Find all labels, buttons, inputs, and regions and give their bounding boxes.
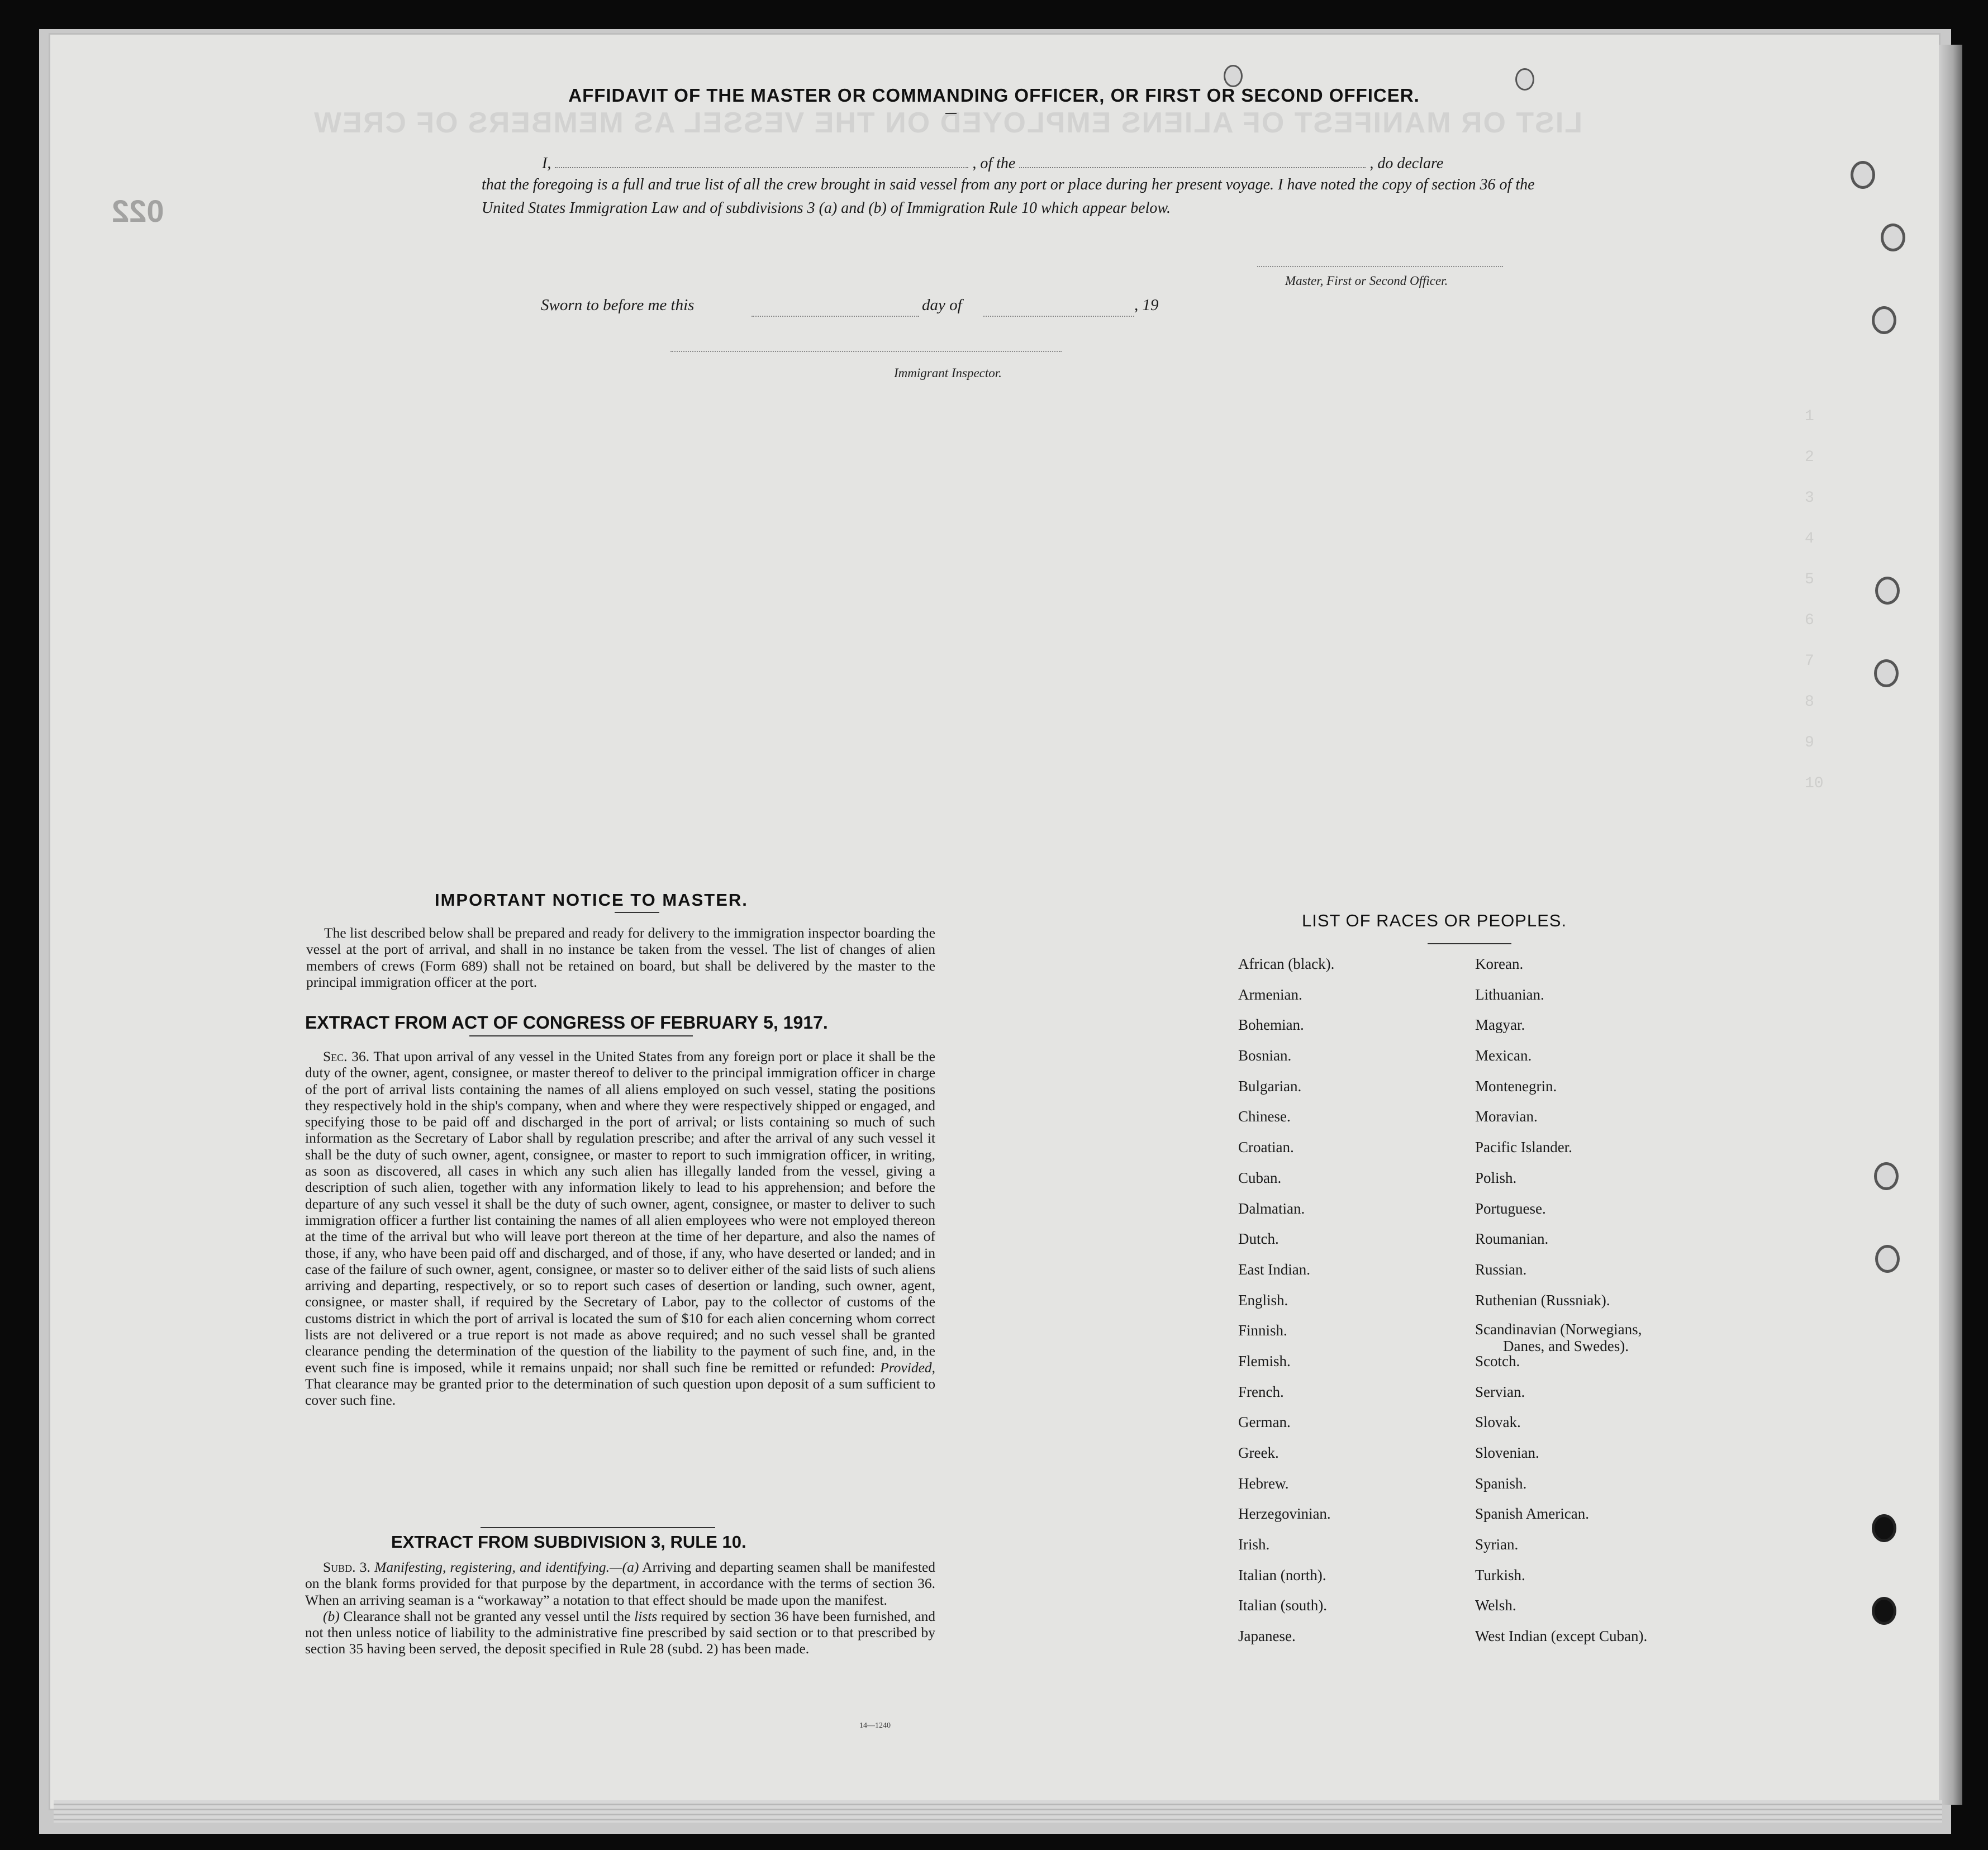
race-item: Cuban. [1238,1169,1282,1186]
race-item: Welsh. [1475,1597,1516,1614]
title-underline [945,113,957,114]
race-item: Herzegovinian. [1238,1505,1331,1523]
clause-b-text-1: Clearance shall not be granted any vessel until the [343,1608,631,1624]
race-item: Croatian. [1238,1139,1294,1156]
race-item: West Indian (except Cuban). [1475,1628,1648,1645]
race-item: Bulgarian. [1238,1077,1302,1095]
races-right-column [1475,954,1647,1657]
section-label: Sec. 36. [323,1048,370,1064]
clause-a-label: —(a) [610,1559,639,1575]
notice-paragraph: The list described below shall be prepared and ready for delivery to the immigration inspector boarding the vessel at the port of arrival, and shall in no instance be taken from the vessel. The list of changes of alien members of crews (Form 689) shall not be retained on board, but shall be delivered by the master to the principal immigration officer at the port. [306,925,935,990]
race-item: Lithuanian. [1475,986,1544,1003]
act-extract-underline [469,1035,693,1036]
sworn-day-of: day of [922,296,962,314]
race-item: Japanese. [1238,1628,1296,1645]
race-item: Russian. [1475,1261,1527,1278]
affidavit-declaration-line [542,152,1537,175]
punch-hole [1872,1597,1896,1625]
race-item: Spanish. [1475,1475,1527,1492]
bleed-through-row-numbers: 1 2 3 4 5 6 7 8 9 10 [1805,408,1824,792]
races-left-column [1238,954,1334,1657]
race-item: Irish. [1238,1536,1270,1553]
race-item: Dutch. [1238,1230,1279,1248]
inspector-signature-line [670,351,1062,352]
race-item: Flemish. [1238,1352,1291,1369]
punch-hole [1875,577,1900,605]
sworn-year: , 19 [1134,296,1159,314]
punch-hole [1874,1162,1899,1190]
race-item: Mexican. [1475,1047,1532,1064]
subdivision-label: Subd. 3. [323,1559,370,1575]
race-item: Scotch. [1475,1352,1520,1369]
rule-extract-title: EXTRACT FROM SUBDIVISION 3, RULE 10. [391,1532,746,1552]
notice-title-underline [615,912,659,913]
race-item: Korean. [1475,955,1524,972]
race-item: East Indian. [1238,1261,1310,1278]
sworn-month-blank [983,316,1134,317]
race-item: Portuguese. [1475,1200,1546,1217]
race-item: Armenian. [1238,986,1302,1003]
document-page [50,35,1939,1809]
punch-hole [1874,659,1899,687]
declaration-do-declare: , do declare [1369,155,1444,172]
race-item: Chinese. [1238,1108,1291,1125]
race-item: Pacific Islander. [1475,1139,1572,1156]
race-item: Turkish. [1475,1566,1525,1583]
sworn-prefix: Sworn to before me this [541,296,695,314]
race-item: Ruthenian (Russniak). [1475,1291,1610,1309]
clause-b-label: (b) [323,1608,340,1624]
punch-hole [1872,1514,1896,1542]
race-item: English. [1238,1291,1288,1309]
race-item: Italian (north). [1238,1566,1326,1583]
provided-word: Provided, [880,1359,936,1376]
punch-hole [1851,161,1875,189]
race-item: Italian (south). [1238,1597,1327,1614]
race-item: Bosnian. [1238,1047,1292,1064]
race-item: Slovak. [1475,1414,1521,1431]
race-item: Montenegrin. [1475,1077,1557,1095]
race-item: Servian. [1475,1383,1525,1400]
races-title-underline [1428,943,1511,944]
punch-hole [1881,223,1905,251]
race-item: Dalmatian. [1238,1200,1305,1217]
rule-extract-overline [481,1527,715,1528]
race-item: French. [1238,1383,1284,1400]
race-item: Finnish. [1238,1322,1287,1339]
punch-hole [1224,65,1243,87]
race-item-scandinavian [1475,1321,1647,1355]
clause-b-text-2: required by section 36 have been furnished, and not then unless notice of liability to the administrative fine prescribed by said section or to that prescribed by section 35 having been served, the deposit specified in Rule 28 (subd. 2) has been made. [305,1608,935,1657]
race-item: Scandinavian (Norwegians, [1475,1321,1642,1338]
race-item: German. [1238,1414,1291,1431]
race-item: Moravian. [1475,1108,1538,1125]
vessel-blank [1019,153,1366,168]
form-number: 14—1240 [859,1721,891,1730]
section-36-text: That upon arrival of any vessel in the United States from any foreign port or place it shall be the duty of the owner, agent, consignee, or master thereof to deliver to the principal immigration officer in charge of the port of arrival lists containing the names of all aliens employed on such vessel, stating the positions they respectively hold in the ship's company, when and where they were respectively shipped or engaged, and specifying those to be paid off and discharged in the port of arrival; or lists containing so much of such information as the Secretary of Labor shall by regulation prescribe; and after the arrival of any such vessel it shall be the duty of such owner, agent, consignee, or master to report to such immigration officer, in writing, as soon as discovered, all cases in which any such alien has illegally landed from the vessel, giving a description of such alien, together with any information likely to lead to his apprehension; and before the departure of any such vessel it shall be the duty of such owner, agent, consignee, or master to deliver to such immigration officer a further list containing the names of all alien employees who were not employed thereon at the time of the arrival but who will leave port thereon at the time of her departure, and also the names of those, if any, who have been paid off and discharged, and of those, if any, who have deserted or landed; and in case of the failure of such owner, agent, consignee, or master so to deliver either of the said lists of such aliens arriving and departing, respectively, or so to report such cases of desertion or landing, such owner, agent, consignee, or master shall, if required by the Secretary of Labor, pay to the collector of customs of the customs district in which the port of arrival is located the sum of $10 for each alien concerning whom correct lists are not delivered or a true report is not made as above required; and no such vessel shall be granted clearance pending the determination of the question of the liability to the payment of such fine, and, in the event such fine is imposed, while it remains unpaid; nor shall such fine be remitted or refunded: [305,1048,935,1376]
race-item: Greek. [1238,1444,1279,1461]
page-stack-edge [54,1800,1942,1823]
race-item: Magyar. [1475,1016,1525,1034]
signer-label: Master, First or Second Officer. [1285,274,1448,288]
signature-line [1257,266,1503,267]
act-extract-text [305,1048,935,1409]
act-extract-title: EXTRACT FROM ACT OF CONGRESS OF FEBRUARY 5, 1917. [305,1012,828,1033]
clause-b-lists: lists [634,1608,658,1624]
race-item: Bohemian. [1238,1016,1304,1034]
punch-hole [1872,306,1896,334]
section-36-text-end: That clearance may be granted prior to the determination of such question upon deposit of a sum sufficient to cover such fine. [305,1375,935,1409]
declaration-i: I, [542,155,551,172]
race-item: African (black). [1238,955,1335,972]
clause-a-text: Arriving and departing seamen shall be manifested on the blank forms provided for that purpose by the department, in accordance with the terms of section 36. When an arriving seaman is a “workaway” a notation to that effect should be made upon the manifest. [305,1559,936,1608]
race-item: Roumanian. [1475,1230,1549,1248]
page-edge [1939,45,1962,1805]
races-title: LIST OF RACES OR PEOPLES. [1302,911,1567,930]
race-item: Hebrew. [1238,1475,1289,1492]
affidavit-body: that the foregoing is a full and true list of all the crew brought in said vessel from any port or place during her present voyage. I have noted the copy of section 36 of the United States Immigration Law and of subdivisions 3 (a) and (b) of Immigration Rule 10 which appear below. [482,176,1535,217]
inspector-label: Immigrant Inspector. [894,366,1002,380]
bleed-through-page-number: 022 [112,193,164,229]
sworn-day-blank [752,316,919,317]
rule-extract-text [305,1559,935,1657]
race-item: Polish. [1475,1169,1517,1186]
notice-text [306,925,935,990]
race-item-continuation: Danes, and Swedes). [1503,1338,1629,1355]
punch-hole [1875,1245,1900,1273]
notice-title: IMPORTANT NOTICE TO MASTER. [435,890,748,910]
declaration-of-the: , of the [972,155,1016,172]
affidavit-title: AFFIDAVIT OF THE MASTER OR COMMANDING OFFICER, OR FIRST OR SECOND OFFICER. [568,85,1420,106]
race-item: Syrian. [1475,1536,1519,1553]
race-item: Slovenian. [1475,1444,1539,1461]
name-blank [555,153,968,168]
bleed-through-heading: LIST OR MANIFEST OF ALIENS EMPLOYED ON THE VESSEL AS MEMBERS OF CREW [313,107,1582,139]
race-item: Spanish American. [1475,1505,1589,1523]
subdivision-heading: Manifesting, registering, and identifying. [374,1559,610,1575]
